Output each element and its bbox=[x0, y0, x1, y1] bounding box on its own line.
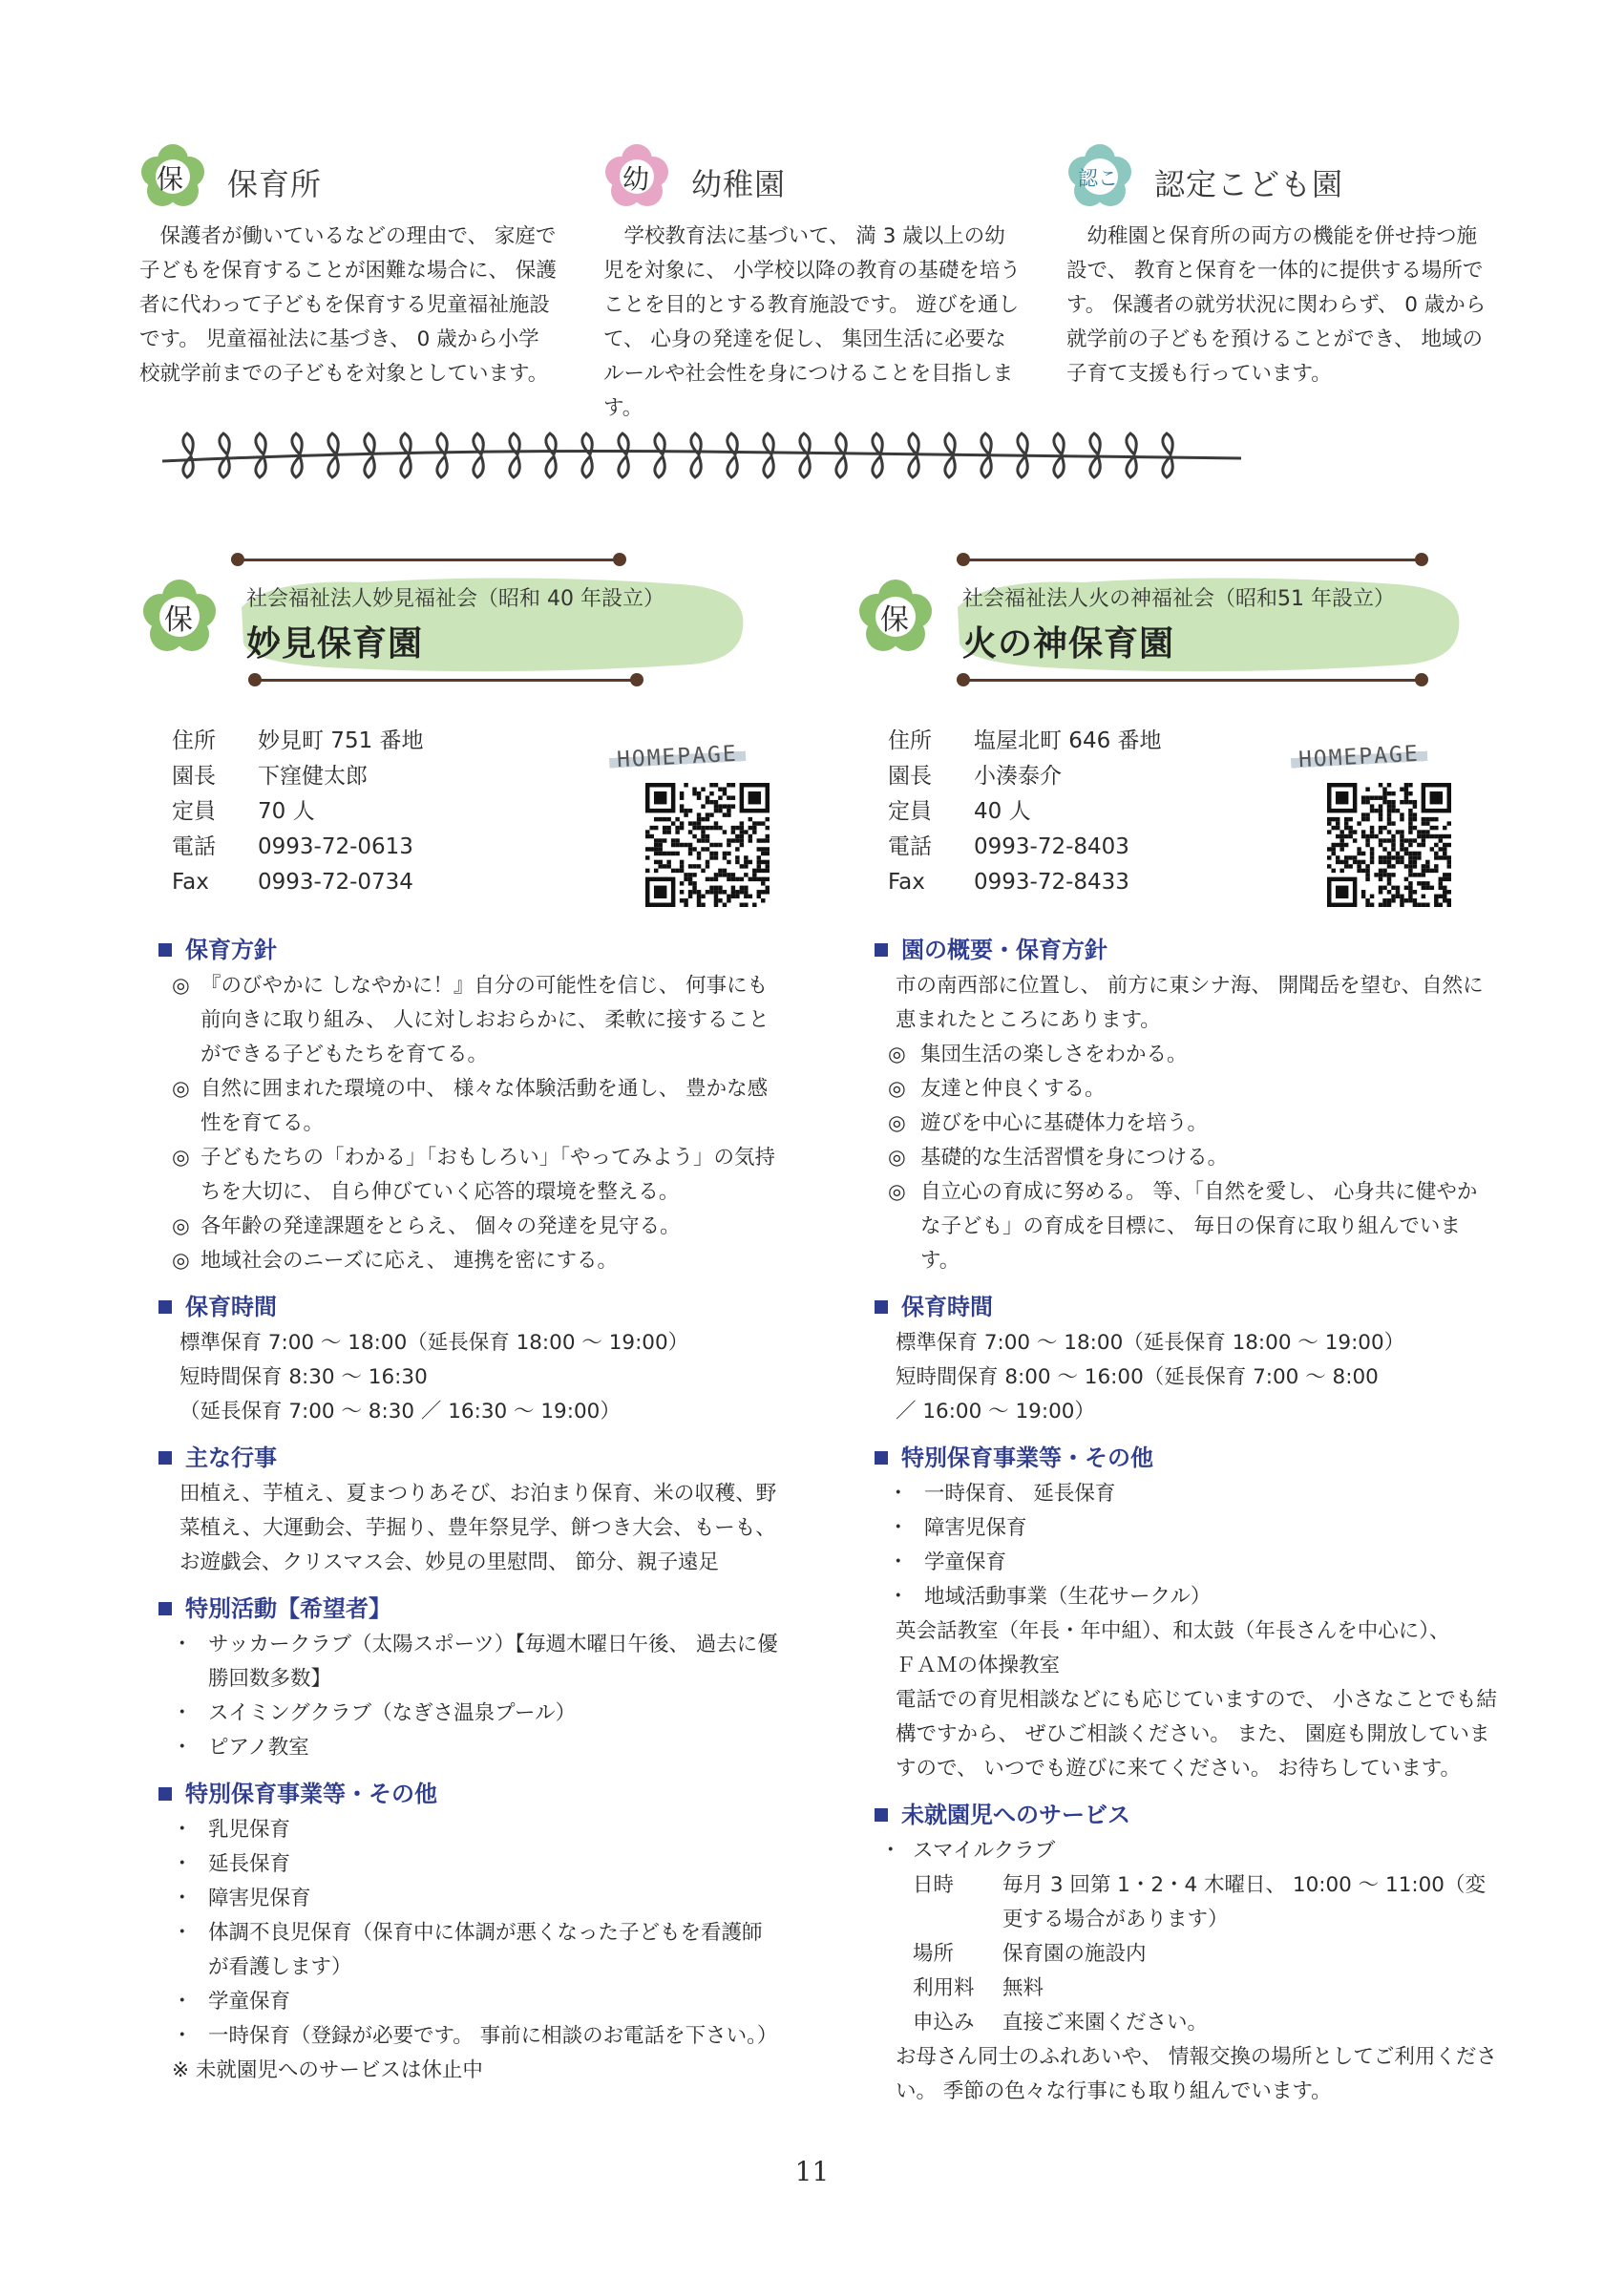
list-item: 集団生活の楽しさをわかる。 bbox=[920, 1043, 1188, 1066]
address: 塩屋北町 646 番地 bbox=[974, 728, 1162, 753]
extra-text: 英会話教室（年長・年中組）、和太鼓（年長さんを中心に）、 bbox=[896, 1619, 1450, 1643]
info-block bbox=[888, 724, 1162, 900]
vine-leaf-icon bbox=[655, 433, 664, 477]
vine-leaf-icon bbox=[873, 433, 882, 477]
list-item: 子どもたちの「わかる」「おもしろい」「やってみよう」の気持ちを大切に、 自ら伸びていく応答的環境を整える。 bbox=[200, 1146, 776, 1204]
info-key: 電話 bbox=[172, 834, 216, 859]
info-key: 園長 bbox=[172, 764, 216, 789]
nursery-header-hinokami bbox=[857, 552, 1468, 686]
vine-leaf-icon bbox=[183, 433, 193, 477]
section-heading: 保育時間 bbox=[151, 1288, 781, 1326]
info-key: 電話 bbox=[888, 834, 932, 859]
list-item: 基礎的な生活習慣を身につける。 bbox=[920, 1146, 1229, 1170]
list-item: 友達と仲良くする。 bbox=[920, 1077, 1106, 1101]
section-heading: 主な行事 bbox=[151, 1439, 781, 1477]
list-item: 延長保育 bbox=[208, 1852, 291, 1876]
intro-title: 保育所 bbox=[227, 166, 323, 202]
intro-text: 保護者が働いているなどの理由で、 家庭で子どもを保育することが困難な場合に、 保護者に代わって子どもを保育する児童福祉施設です。 児童福祉法に基づき、 0 歳から小学校就学前までの子どもを対象としています。 bbox=[139, 224, 557, 386]
info-key: 住所 bbox=[888, 728, 932, 753]
hours-line: （延長保育 7:00 〜 8:30 ／ 16:30 〜 19:00） bbox=[179, 1400, 621, 1424]
detail-value: 直接ご来園ください。 bbox=[1002, 2011, 1209, 2035]
vine-leaf-icon bbox=[691, 433, 701, 477]
vine-leaf-icon bbox=[836, 433, 846, 477]
right-column: 園の概要・保育方針 市の南西部に位置し、 前方に東シナ海、 開聞岳を望む、自然に恵まれたところにあります。 ◎ 集団生活の楽しさをわかる。 ◎ 友達と仲良くする。 ◎ 遊びを中心に基礎体力を培う。 ◎ 基礎的な生活習慣を身につける。 ◎ 自立心の育成に努める。 等、「自然を愛し、 心身共に健やかな子ども」の育成を目標に、 毎日の保育に取り組んでいます。 保育時間 標準保育 7:00 〜 18:00（延長保育 18:00 〜 19:00） 短時間保育 8:00 〜 16:00（延長保育 7:00 〜 8:00 ／ 16:00 〜 19:00） 特別保育事業等・その他 ・ 一時保育、 延長保育 ・ 障害児保育 ・ 学童保育 ・ 地域活動事業（生花サークル） 英会話教室（年長・年中組）、和太鼓（年長さんを中心に）、 ＦＡＭの体操教室 電話での育児相談などにも応じていますので、 小さなことでも結構ですから、 ぜひご相談ください。 また、 園庭も開放していますので、 いつでも遊びに来てください。 お待ちしています。 未就園児へのサービス ・ スマイルクラブ 日時 毎月 3 回第 1・2・4 木曜日、 10:00 〜 11:00（変更する場合があります） 場所 保育園の施設内 利用料 無料 申込み 直接ご来園ください。 お母さん同士のふれあいや、 情報交換の場所としてご利用ください。 季節の色々な行事にも取り組んでいます。 bbox=[867, 921, 1497, 2109]
badge-char: 保 bbox=[164, 603, 193, 637]
list-item: 障害児保育 bbox=[924, 1516, 1027, 1540]
detail-key: 利用料 bbox=[913, 1976, 975, 2000]
corporation-name: 社会福祉法人妙見福祉会（昭和 40 年設立） bbox=[246, 587, 664, 611]
homepage-qr[interactable] bbox=[609, 741, 800, 907]
vine-leaf-icon bbox=[1163, 433, 1172, 477]
vine-leaf-icon bbox=[510, 433, 519, 477]
info-key: 園長 bbox=[888, 764, 932, 789]
section-heading: 保育時間 bbox=[867, 1288, 1497, 1326]
list-item: 障害児保育 bbox=[208, 1887, 311, 1910]
info-key: 定員 bbox=[888, 799, 932, 824]
list-item: スイミングクラブ（なぎさ温泉プール） bbox=[208, 1701, 577, 1725]
section-heading: 特別活動【希望者】 bbox=[151, 1590, 781, 1628]
intro-title: 認定こども園 bbox=[1154, 166, 1344, 202]
list-item: 学童保育 bbox=[208, 1990, 291, 2014]
director: 小湊泰介 bbox=[974, 764, 1062, 789]
hours-line: 標準保育 7:00 〜 18:00（延長保育 18:00 〜 19:00） bbox=[179, 1331, 689, 1355]
hours-line: 短時間保育 8:00 〜 16:00（延長保育 7:00 〜 8:00 bbox=[896, 1365, 1379, 1389]
section-heading: 特別保育事業等・その他 bbox=[867, 1439, 1497, 1477]
intro-hoikusho bbox=[139, 143, 559, 391]
intro-text: 学校教育法に基づいて、 満 3 歳以上の幼児を対象に、 小学校以降の教育の基礎を培うことを目的とする教育施設です。 遊びを通して、 心身の発達を促し、 集団生活に必要なルールや社会性を身につけることを目指します。 bbox=[603, 224, 1021, 420]
vine-leaf-icon bbox=[546, 433, 556, 477]
badge-char: 保 bbox=[157, 163, 184, 195]
intro-kodomoen bbox=[1066, 143, 1487, 391]
club-name: スマイルクラブ bbox=[913, 1839, 1056, 1863]
overview-text: 市の南西部に位置し、 前方に東シナ海、 開聞岳を望む、自然に恵まれたところにあります。 bbox=[896, 974, 1484, 1032]
vine-leaf-icon bbox=[800, 433, 810, 477]
list-item: ピアノ教室 bbox=[208, 1736, 309, 1760]
address: 妙見町 751 番地 bbox=[258, 728, 424, 753]
badge-char: 認こ bbox=[1078, 167, 1118, 190]
vine-leaf-icon bbox=[728, 433, 737, 477]
nursery-header-myouken bbox=[141, 552, 752, 686]
nursery-name: 妙見保育園 bbox=[246, 624, 424, 664]
detail-value: 保育園の施設内 bbox=[1002, 1942, 1147, 1966]
hours-line: ／ 16:00 〜 19:00） bbox=[896, 1400, 1095, 1424]
detail-key: 日時 bbox=[913, 1873, 955, 1897]
vine-leaf-icon bbox=[474, 433, 483, 477]
events-text: 田植え、芋植え、夏まつりあそび、お泊まり保育、米の収穫、野菜植え、大運動会、芋掘り、豊年祭見学、餅つき大会、もーも、お遊戯会、クリスマス会、妙見の里慰問、 節分、親子遠足 bbox=[179, 1482, 777, 1574]
list-item: サッカークラブ（太陽スポーツ）【毎週木曜日午後、 過去に優勝回数多数】 bbox=[208, 1633, 778, 1691]
qr-code-icon[interactable] bbox=[645, 783, 770, 907]
capacity: 70 人 bbox=[258, 799, 315, 824]
vine-leaf-icon bbox=[582, 433, 592, 477]
capacity: 40 人 bbox=[974, 799, 1031, 824]
list-item: 体調不良児保育（保育中に体調が悪くなった子どもを看護師が看護します） bbox=[208, 1921, 763, 1979]
section-heading: 特別保育事業等・その他 bbox=[151, 1775, 781, 1813]
detail-value: 無料 bbox=[1002, 1976, 1044, 2000]
detail-key: 場所 bbox=[913, 1942, 955, 1966]
homepage-label: HOMEPAGE bbox=[1290, 741, 1427, 772]
list-item: 地域活動事業（生花サークル） bbox=[924, 1585, 1212, 1609]
hours-line: 短時間保育 8:30 〜 16:30 bbox=[179, 1365, 428, 1389]
list-item: 学童保育 bbox=[924, 1550, 1007, 1574]
vine-leaf-icon bbox=[220, 433, 229, 477]
qr-code-icon[interactable] bbox=[1327, 783, 1451, 907]
badge-char: 保 bbox=[880, 603, 909, 637]
vine-leaf-icon bbox=[365, 433, 374, 477]
detail-key: 申込み bbox=[913, 2011, 975, 2035]
homepage-qr[interactable] bbox=[1291, 741, 1482, 907]
vine-leaf-icon bbox=[437, 433, 447, 477]
list-item: 自然に囲まれた環境の中、 様々な体験活動を通し、 豊かな感性を育てる。 bbox=[200, 1077, 769, 1135]
vine-leaf-icon bbox=[764, 433, 773, 477]
corporation-name: 社会福祉法人火の神福祉会（昭和51 年設立） bbox=[962, 587, 1395, 611]
list-item: 一時保育、 延長保育 bbox=[924, 1482, 1116, 1506]
phone[interactable]: 0993-72-0613 bbox=[258, 834, 413, 859]
list-item: 各年齢の発達課題をとらえ、 個々の発達を見守る。 bbox=[200, 1214, 681, 1238]
list-item: 乳児保育 bbox=[208, 1818, 291, 1842]
extra-text: 電話での育児相談などにも応じていますので、 小さなことでも結構ですから、 ぜひご相談ください。 また、 園庭も開放していますので、 いつでも遊びに来てください。 お待ちしています。 bbox=[896, 1688, 1497, 1781]
vine-leaf-icon bbox=[1127, 433, 1136, 477]
info-key: Fax bbox=[888, 870, 925, 895]
section-heading: 保育方針 bbox=[151, 931, 781, 969]
phone[interactable]: 0993-72-8403 bbox=[974, 834, 1129, 859]
fax: 0993-72-0734 bbox=[258, 870, 413, 895]
info-block bbox=[172, 724, 424, 900]
intro-text: 幼稚園と保育所の両方の機能を併せ持つ施設で、 教育と保育を一体的に提供する場所です。 保護者の就労状況に関わらず、 0 歳から就学前の子どもを預けることができ、 地域の子育て支援も行っています。 bbox=[1066, 224, 1487, 386]
vine-leaf-icon bbox=[401, 433, 411, 477]
fax: 0993-72-8433 bbox=[974, 870, 1129, 895]
info-key: Fax bbox=[172, 870, 209, 895]
left-column: 保育方針 ◎ 『のびやかに しなやかに！』自分の可能性を信じ、 何事にも前向きに取り組み、 人に対しおおらかに、 柔軟に接することができる子どもたちを育てる。 ◎ 自然に囲まれた環境の中、 様々な体験活動を通し、 豊かな感性を育てる。 ◎ 子どもたちの「わかる」「おもしろい」「やってみよう」の気持ちを大切に、 自ら伸びていく応答的環境を整える。 ◎ 各年齢の発達課題をとらえ、 個々の発達を見守る。 ◎ 地域社会のニーズに応え、 連携を密にする。 保育時間 標準保育 7:00 〜 18:00（延長保育 18:00 〜 19:00） 短時間保育 8:30 〜 16:30 （延長保育 7:00 〜 8:30 ／ 16:30 〜 19:00） 主な行事 田植え、芋植え、夏まつりあそび、お泊まり保育、米の収穫、野菜植え、大運動会、芋掘り、豊年祭見学、餅つき大会、もーも、お遊戯会、クリスマス会、妙見の里慰問、 節分、親子遠足 特別活動【希望者】 ・ サッカークラブ（太陽スポーツ）【毎週木曜日午後、 過去に優勝回数多数】 ・ スイミングクラブ（なぎさ温泉プール） ・ ピアノ教室 特別保育事業等・その他 ・ 乳児保育 ・ 延長保育 ・ 障害児保育 ・ 体調不良児保育（保育中に体調が悪くなった子どもを看護師が看護します） ・ 学童保育 ・ 一時保育（登録が必要です。 事前に相談のお電話を下さい。） ※ 未就園児へのサービスは休止中 bbox=[151, 921, 781, 2088]
intro-youchien bbox=[603, 143, 1023, 426]
homepage-label: HOMEPAGE bbox=[608, 741, 746, 772]
section-heading: 園の概要・保育方針 bbox=[867, 931, 1497, 969]
note: ※ 未就園児へのサービスは休止中 bbox=[172, 2058, 483, 2082]
badge-char: 幼 bbox=[622, 163, 650, 195]
intro-title: 幼稚園 bbox=[691, 166, 787, 202]
nursery-name: 火の神保育園 bbox=[962, 624, 1175, 664]
list-item: 『のびやかに しなやかに！』自分の可能性を信じ、 何事にも前向きに取り組み、 人に対しおおらかに、 柔軟に接することができる子どもたちを育てる。 bbox=[200, 974, 770, 1066]
section-heading: 未就園児へのサービス bbox=[867, 1796, 1497, 1834]
detail-value: 毎月 3 回第 1・2・4 木曜日、 10:00 〜 11:00（変更する場合があります） bbox=[1002, 1873, 1486, 1931]
info-key: 住所 bbox=[172, 728, 216, 753]
vine-leaf-icon bbox=[619, 433, 628, 477]
vine-leaf-icon bbox=[256, 433, 265, 477]
page-number: 11 bbox=[794, 2156, 830, 2187]
service-text: お母さん同士のふれあいや、 情報交換の場所としてご利用ください。 季節の色々な行事にも取り組んでいます。 bbox=[896, 2045, 1497, 2103]
list-item: 一時保育（登録が必要です。 事前に相談のお電話を下さい。） bbox=[208, 2024, 778, 2048]
director: 下窪健太郎 bbox=[258, 764, 368, 789]
vine-divider bbox=[162, 428, 1241, 485]
info-key: 定員 bbox=[172, 799, 216, 824]
list-item: 自立心の育成に努める。 等、「自然を愛し、 心身共に健やかな子ども」の育成を目標に、 毎日の保育に取り組んでいます。 bbox=[920, 1180, 1478, 1273]
list-item: 遊びを中心に基礎体力を培う。 bbox=[920, 1111, 1209, 1135]
hours-line: 標準保育 7:00 〜 18:00（延長保育 18:00 〜 19:00） bbox=[896, 1331, 1405, 1355]
list-item: 地域社会のニーズに応え、 連携を密にする。 bbox=[200, 1249, 619, 1273]
extra-text: ＦＡＭの体操教室 bbox=[896, 1654, 1061, 1677]
